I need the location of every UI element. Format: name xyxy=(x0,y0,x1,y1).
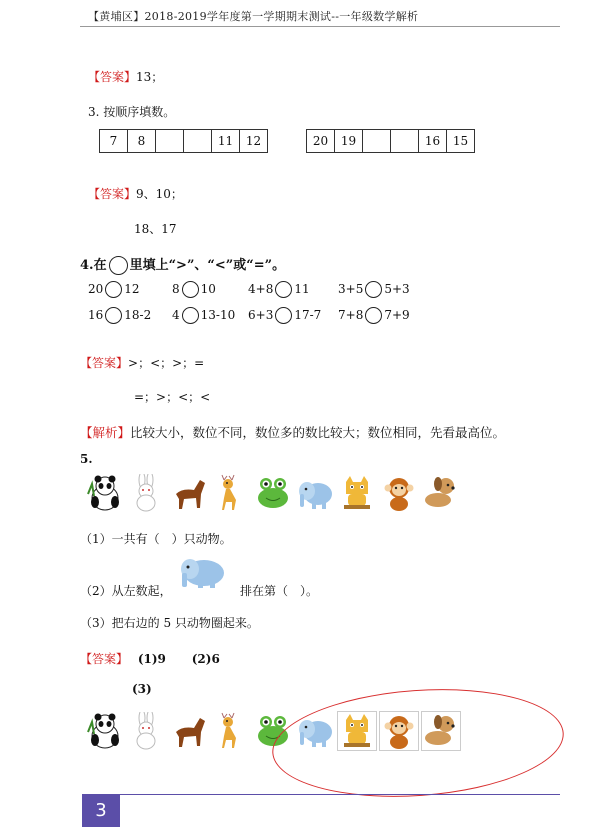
answer-part2: (2)6 xyxy=(191,652,220,666)
right-operand: 17-7 xyxy=(294,308,322,322)
q4-title-a: 4.在 xyxy=(80,258,107,273)
sequence-cell xyxy=(156,130,184,153)
left-operand: 16 xyxy=(88,308,104,322)
answer-text: 9、10； xyxy=(136,187,183,201)
answer-text: 13； xyxy=(136,70,164,84)
sequence-cell: 11 xyxy=(212,130,240,153)
sequence-cell: 15 xyxy=(447,130,475,153)
answer-circle[interactable] xyxy=(182,307,199,324)
left-operand: 4 xyxy=(172,308,180,322)
q4-answer xyxy=(80,354,204,371)
left-operand: 7+8 xyxy=(338,308,364,322)
horse-icon xyxy=(170,712,208,750)
frog-icon xyxy=(254,474,292,512)
answer-circle[interactable] xyxy=(105,281,122,298)
answer-circle[interactable] xyxy=(182,281,199,298)
left-operand: 20 xyxy=(88,282,104,296)
deer-icon xyxy=(212,474,250,512)
animal-row-question xyxy=(86,474,460,512)
answer-circle[interactable] xyxy=(275,281,292,298)
answer-part1: (1)9 xyxy=(137,652,166,666)
analysis-tag: 【解析】 xyxy=(80,425,131,440)
analysis-text: 比较大小，数位不同，数位多的数比较大；数位相同，先看最高位。 xyxy=(130,425,506,440)
comparison-item xyxy=(172,281,216,298)
right-operand: 12 xyxy=(124,282,140,296)
q4-title xyxy=(80,254,285,275)
left-operand: 6+3 xyxy=(248,308,274,322)
answer-text: >；<；>；= xyxy=(128,356,205,370)
left-operand: 4+8 xyxy=(248,282,274,296)
q4-title-b: 里填上“>”、“<”或“=”。 xyxy=(129,258,286,273)
right-operand: 5+3 xyxy=(384,282,410,296)
answer-part3: (3) xyxy=(132,682,152,696)
comparison-item xyxy=(338,281,410,298)
answer-tag: 【答案】 xyxy=(80,652,129,666)
right-operand: 7+9 xyxy=(384,308,410,322)
footer-divider xyxy=(82,794,560,795)
sequence-cell xyxy=(363,130,391,153)
comparison-item xyxy=(88,281,140,298)
panda-icon xyxy=(86,474,124,512)
q5-part1: （1）一共有（ ）只动物。 xyxy=(80,532,232,546)
rabbit-icon xyxy=(128,712,166,750)
sequence-table-1 xyxy=(99,129,268,153)
answer-tag: 【答案】 xyxy=(88,187,137,201)
q3-title: 3. 按顺序填数。 xyxy=(88,105,176,119)
comparison-item xyxy=(172,307,235,324)
answer-circle[interactable] xyxy=(365,281,382,298)
q3-answer-line2: 18、17 xyxy=(134,222,177,236)
monkey-icon xyxy=(380,474,418,512)
elephant-icon xyxy=(176,555,230,589)
right-operand: 13-10 xyxy=(200,308,236,322)
answer-circle-ring xyxy=(269,680,568,806)
right-operand: 18-2 xyxy=(124,308,152,322)
right-operand: 10 xyxy=(200,282,216,296)
elephant-icon xyxy=(296,474,334,512)
q5-part2-a: （2）从左数起， xyxy=(80,584,172,598)
sequence-cell: 20 xyxy=(307,130,335,153)
left-operand: 8 xyxy=(172,282,180,296)
header-divider xyxy=(80,26,560,27)
left-operand: 3+5 xyxy=(338,282,364,296)
q3-answer xyxy=(88,185,183,202)
q5-part2-b: 排在第（ ）。 xyxy=(240,584,319,598)
circle-icon xyxy=(109,256,128,275)
rabbit-icon xyxy=(128,474,166,512)
sequence-cell xyxy=(184,130,212,153)
comparison-item xyxy=(88,307,151,324)
q5-title: 5. xyxy=(80,452,93,466)
sequence-table-2 xyxy=(306,129,475,153)
page-header: 【黄埔区】2018-2019学年度第一学期期末测试--一年级数学解析 xyxy=(88,10,419,23)
q5-answer xyxy=(80,650,220,667)
comparison-item xyxy=(248,281,310,298)
answer-circle[interactable] xyxy=(275,307,292,324)
sequence-cell: 16 xyxy=(419,130,447,153)
answer-tag: 【答案】 xyxy=(80,356,129,370)
cat-icon xyxy=(338,474,376,512)
sequence-cell: 7 xyxy=(100,130,128,153)
panda-icon xyxy=(86,712,124,750)
answer-tag: 【答案】 xyxy=(88,70,137,84)
q5-part3: （3）把右边的 5 只动物圈起来。 xyxy=(80,616,259,630)
dog-icon xyxy=(422,474,460,512)
comparison-item xyxy=(338,307,410,324)
right-operand: 11 xyxy=(294,282,310,296)
answer-circle[interactable] xyxy=(365,307,382,324)
sequence-cell: 12 xyxy=(240,130,268,153)
answer-circle[interactable] xyxy=(105,307,122,324)
page-number-badge: 3 xyxy=(82,795,120,827)
sequence-cell: 8 xyxy=(128,130,156,153)
sequence-cell xyxy=(391,130,419,153)
q4-analysis xyxy=(80,423,505,441)
comparison-item xyxy=(248,307,321,324)
deer-icon xyxy=(212,712,250,750)
q2-answer xyxy=(88,68,163,85)
sequence-cell: 19 xyxy=(335,130,363,153)
q4-answer-line2: =；>；<；< xyxy=(134,390,211,404)
horse-icon xyxy=(170,474,208,512)
